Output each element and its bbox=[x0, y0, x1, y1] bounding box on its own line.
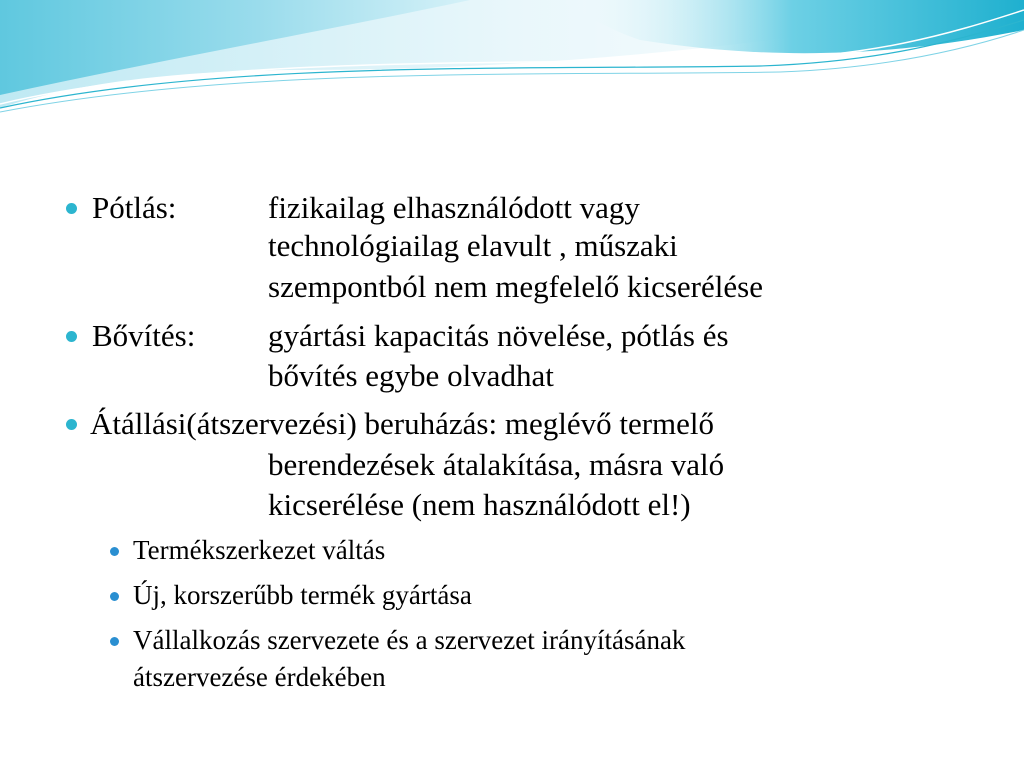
bullet-dot-icon bbox=[66, 419, 77, 430]
bullet-text-line: kicserélése (nem használódott el!) bbox=[268, 487, 691, 522]
bullet-term: Bővítés: bbox=[92, 318, 196, 353]
bullet-text-line: technológiailag elavult , műszaki bbox=[268, 228, 678, 263]
sub-bullet-text: átszervezése érdekében bbox=[133, 662, 386, 692]
bullet-term: Átállási(átszervezési) beruházás: meglévő termelő bbox=[90, 406, 715, 441]
sub-bullet-text: Új, korszerűbb termék gyártása bbox=[133, 580, 472, 610]
bullet-term: Pótlás: bbox=[92, 190, 177, 225]
bullet-text-line: szempontból nem megfelelő kicserélése bbox=[268, 269, 763, 304]
sub-bullet-text: Termékszerkezet váltás bbox=[133, 535, 386, 565]
bullet-text-line: fizikailag elhasználódott vagy bbox=[268, 190, 640, 225]
sub-bullet-dot-icon bbox=[110, 547, 119, 556]
sub-bullet-dot-icon bbox=[110, 637, 119, 646]
bullet-text-line: gyártási kapacitás növelése, pótlás és bbox=[268, 318, 729, 353]
sub-bullet-dot-icon bbox=[110, 592, 119, 601]
sub-bullet-text: Vállalkozás szervezete és a szervezet irányításának bbox=[133, 625, 686, 655]
bullet-dot-icon bbox=[66, 331, 77, 342]
bullet-dot-icon bbox=[66, 203, 77, 214]
bullet-text-line: berendezések átalakítása, másra való bbox=[268, 447, 725, 482]
bullet-text-line: bővítés egybe olvadhat bbox=[268, 358, 554, 393]
